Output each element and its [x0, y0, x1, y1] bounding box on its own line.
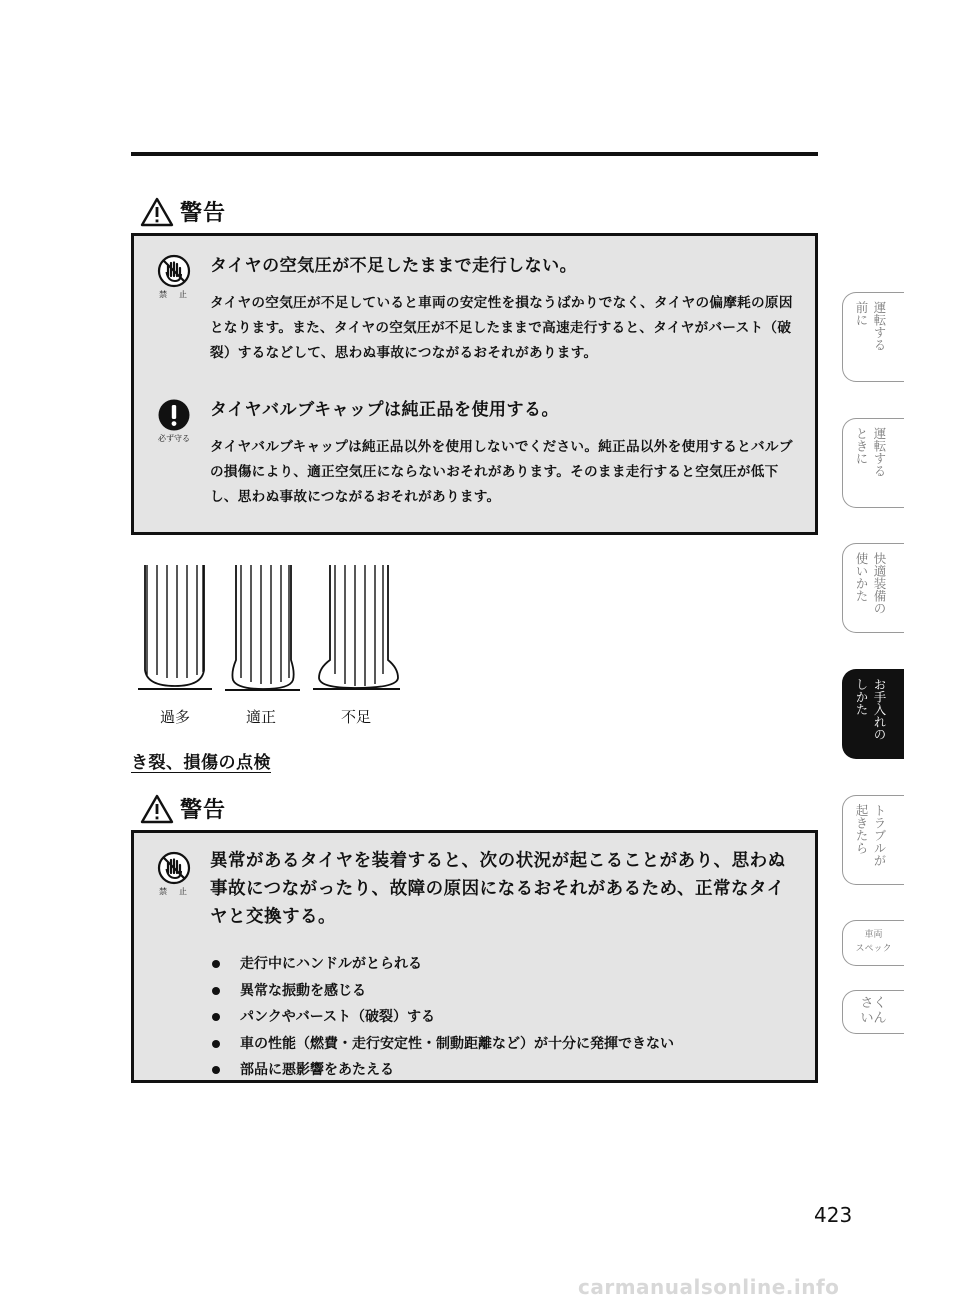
warning-heading-2: 警告	[140, 793, 226, 824]
tire-underinflated	[313, 565, 400, 689]
item-title: タイヤバルブキャップは純正品を使用する。	[210, 400, 559, 420]
section-title: き裂、損傷の点検	[131, 753, 271, 773]
tab-before-driving[interactable]: 運転する 前に	[842, 292, 904, 382]
list-item: 部品に悪影響をあたえる	[210, 1057, 801, 1084]
list-item: 走行中にハンドルがとられる	[210, 951, 801, 978]
prohibition-hand-icon	[157, 254, 191, 288]
top-rule	[131, 152, 818, 156]
item-body: タイヤの空気圧が不足していると車両の安定性を損なうばかりでなく、タイヤの偏摩耗の原因となります。また、タイヤの空気圧が不足したままで高速走行すると、タイヤがバースト（破裂）するなどして、思わぬ事故につながるおそれがあります。	[210, 295, 793, 361]
list-item: パンクやバースト（破裂）する	[210, 1004, 801, 1031]
source-watermark: carmanualsonline.info	[578, 1275, 840, 1299]
symptom-list	[210, 951, 801, 1084]
list-item: 異常な振動を感じる	[210, 978, 801, 1005]
item-body: タイヤバルブキャップは純正品以外を使用しないでください。純正品以外を使用するとバルブの損傷により、適正空気圧にならないおそれがあります。そのまま走行すると空気圧が低下し、思わぬ事故につながるおそれがあります。	[210, 439, 793, 505]
list-item: 車の性能（燃費・走行安定性・制動距離など）が十分に発揮できない	[210, 1031, 801, 1058]
warning-heading-1: 警告	[140, 196, 226, 227]
item-title: 異常があるタイヤを装着すると、次の状況が起こることがあり、思わぬ事故につながったり、故障の原因になるおそれがあるため、正常なタイヤと交換する。	[210, 851, 786, 927]
tab-comfort-equipment[interactable]: 快適装備の 使いかた	[842, 543, 904, 633]
tire-proper	[225, 565, 300, 690]
warning-item-valve-cap	[210, 397, 801, 510]
prohibition-symbol: 禁 止	[148, 851, 200, 897]
tab-while-driving[interactable]: 運転する ときに	[842, 418, 904, 508]
prohibition-hand-icon	[157, 851, 191, 885]
warning-item-underinflation	[210, 253, 801, 366]
exclamation-icon	[157, 398, 191, 432]
warning-triangle-icon	[140, 794, 174, 824]
tab-troubleshooting[interactable]: トラブルが 起きたら	[842, 795, 904, 885]
prohibition-symbol: 禁 止	[148, 254, 200, 300]
warning-box-1	[131, 233, 818, 535]
warning-triangle-icon	[140, 197, 174, 227]
page-number: 423	[814, 1203, 853, 1227]
mandatory-symbol: 必ず守る	[148, 398, 200, 444]
tab-vehicle-specs[interactable]: 車両 スペック	[842, 920, 904, 966]
label-overinflated: 過多	[160, 708, 191, 726]
tab-index[interactable]: さく いん	[842, 990, 904, 1034]
tab-maintenance[interactable]: お手入れの しかた	[842, 669, 904, 759]
item-title: タイヤの空気圧が不足したままで走行しない。	[210, 256, 578, 276]
warning-item-abnormal-tire	[210, 847, 801, 1084]
tire-overinflated	[138, 565, 212, 689]
warning-box-2	[131, 830, 818, 1083]
label-underinflated: 不足	[341, 708, 372, 726]
label-proper: 適正	[246, 708, 277, 726]
